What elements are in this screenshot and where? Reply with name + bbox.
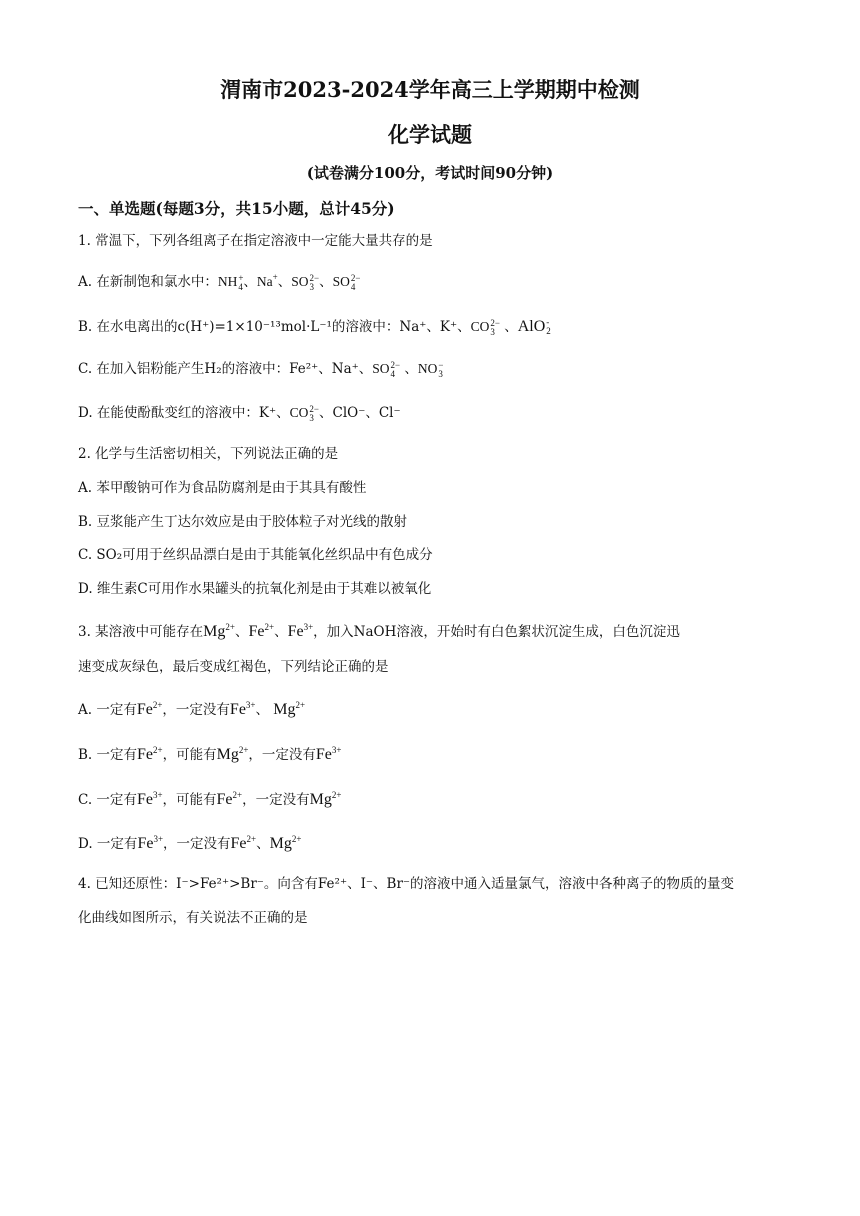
- q3-option-c: [78, 790, 341, 809]
- q3-b-text3: ，一定没有: [248, 747, 316, 763]
- q3-c-text1: C. 一定有: [78, 792, 137, 808]
- exam-title: 渭南市2023-2024学年高三上学期期中检测: [220, 77, 640, 102]
- ion-co3: CO 2− 3: [470, 317, 500, 337]
- q1-b-prefix: B. 在水电离出的c(H⁺)=1×10⁻¹³mol·L⁻¹的溶液中：Na⁺、K⁺、: [78, 319, 471, 335]
- ion-mg: $Mg^{2+}$: [273, 700, 306, 718]
- ion-na: Na+: [256, 272, 278, 289]
- q4-stem-line2: 化曲线如图所示，有关说法不正确的是: [78, 910, 308, 926]
- q1-d-suffix: 、ClO⁻、Cl⁻: [318, 405, 401, 422]
- ion-no3: NO − 3: [417, 360, 444, 379]
- ion-fe3: $Fe^{3+}$: [136, 790, 163, 808]
- q3-option-d: D. 一定有$Fe^{3+}$，一定没有$Fe^{2+}$、$Mg^{2+}$: [78, 834, 302, 852]
- exam-subject: 化学试题: [388, 122, 472, 147]
- q3-b-text1: B. 一定有: [78, 747, 138, 763]
- q1-a-prefix: A. 在新制饱和氯水中：: [78, 274, 218, 290]
- ion-fe3: $Fe^{3+}$: [287, 622, 314, 640]
- q3-c-text3: ，一定没有: [242, 792, 310, 808]
- q3-a-text2: ，一定没有: [162, 702, 230, 718]
- q3-d-text2: ，一定没有: [163, 836, 231, 852]
- ion-mg: $Mg^{2+}$: [203, 622, 235, 640]
- q3-b-text2: ，可能有: [162, 747, 217, 763]
- q2-option-c: C. SO₂可用于丝织品漂白是由于其能氧化丝织品中有色成分: [78, 547, 433, 563]
- q1-stem: 1. 常温下，下列各组离子在指定溶液中一定能大量共存的是: [78, 233, 433, 249]
- q1-option-c: C. 在加入铝粉能产生H₂的溶液中：Fe²⁺、Na⁺、SO 2− 4 、NO − 3: [78, 360, 444, 379]
- q2-option-a: A. 苯甲酸钠可作为食品防腐剂是由于其具有酸性: [78, 480, 367, 496]
- ion-fe2: $Fe^{2+}$: [248, 622, 275, 640]
- q3-stem: 3. 某溶液中可能存在$Mg^{2+}$、$Fe^{2+}$、$Fe^{3+}$，加入NaOH溶液，开始时有白色絮状沉淀生成，白色沉淀迅: [78, 622, 680, 640]
- ion-so4-c: SO 2− 4: [372, 360, 401, 379]
- ion-fe3: $Fe^{3+}$: [229, 700, 256, 718]
- ion-so3: SO 2− 3: [291, 272, 320, 292]
- ion-mg: $Mg^{2+}$: [309, 790, 342, 808]
- q3-stem-line2: 速变成灰绿色，最后变成红褐色，下列结论正确的是: [78, 659, 389, 675]
- q1-c-prefix: C. 在加入铝粉能产生H₂的溶液中：Fe²⁺、Na⁺、: [78, 361, 373, 378]
- section-heading: 一、单选题(每题3分，共15小题，总计45分): [78, 199, 395, 218]
- q2-option-d: D. 维生素C可用作水果罐头的抗氧化剂是由于其难以被氧化: [78, 581, 432, 597]
- ion-co3-d: CO 2− 3: [289, 404, 319, 423]
- q3-option-b: [78, 745, 341, 764]
- q1-option-b: B. 在水电离出的c(H⁺)=1×10⁻¹³mol·L⁻¹的溶液中：Na⁺、K⁺、CO 2− 3 、AlO - 2: [78, 317, 551, 337]
- q4-stem-line1: 4. 已知还原性：I⁻>Fe²⁺>Br⁻。向含有Fe²⁺、I⁻、Br⁻的溶液中通入适量氯气，溶液中各种离子的物质的量变: [78, 876, 735, 892]
- q2-stem: 2. 化学与生活密切相关，下列说法正确的是: [78, 446, 339, 462]
- q1-option-d: [78, 405, 401, 423]
- q3-c-text2: ，可能有: [162, 792, 217, 808]
- ion-fe2: $Fe^{2+}$: [136, 700, 163, 718]
- exam-note: (试卷满分100分，考试时间90分钟): [306, 164, 554, 182]
- ion-alo2: AlO - 2: [517, 317, 551, 337]
- ion-nh4: NH + 4: [217, 272, 244, 292]
- q1-option-a: A. 在新制饱和氯水中：NH + 4 、Na+、SO 2− 3 、SO 2− 4: [78, 272, 361, 292]
- ion-mg: $Mg^{2+}$: [269, 834, 302, 852]
- ion-fe2: $Fe^{2+}$: [137, 745, 163, 763]
- q3-d-text1: D. 一定有: [78, 836, 138, 852]
- ion-so4: SO 2− 4: [332, 272, 361, 292]
- q3-a-text1: A. 一定有: [78, 702, 137, 718]
- q3-option-a: A. 一定有$Fe^{2+}$，一定没有$Fe^{3+}$、 $Mg^{2+}$: [78, 700, 306, 718]
- ion-fe3: $Fe^{3+}$: [315, 745, 342, 763]
- q1-d-prefix: D. 在能使酚酞变红的溶液中：K⁺、: [78, 405, 290, 422]
- ion-fe2: $Fe^{2+}$: [230, 834, 257, 852]
- q2-option-b: B. 豆浆能产生丁达尔效应是由于胶体粒子对光线的散射: [78, 514, 408, 530]
- ion-fe2: $Fe^{2+}$: [216, 790, 243, 808]
- q3-stem-prefix: 3. 某溶液中可能存在: [78, 624, 204, 640]
- q3-stem-mid: ，加入NaOH溶液，开始时有白色絮状沉淀生成，白色沉淀迅: [313, 624, 680, 640]
- ion-mg: $Mg^{2+}$: [216, 745, 249, 763]
- ion-fe3: $Fe^{3+}$: [137, 834, 164, 852]
